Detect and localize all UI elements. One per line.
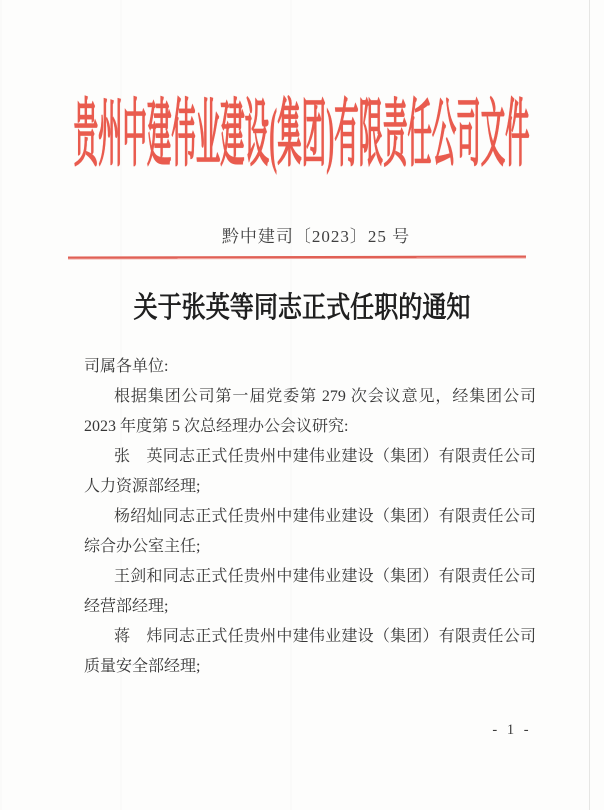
letterhead-org-title: 贵州中建伟业建设(集团)有限责任公司文件 [74,94,530,176]
document-body [84,352,536,682]
page-number: - 1 - [492,722,532,738]
red-divider-line [68,256,526,260]
document-title-text: 关于张英等同志正式任职的通知 [133,292,471,324]
body-line: 根据集团公司第一届党委第 279 次会议意见，经集团公司 [114,388,536,405]
body-line: 质量安全部经理; [84,658,201,675]
document-title [0,288,604,325]
body-line: 杨绍灿同志正式任贵州中建伟业建设（集团）有限责任公司 [114,508,536,525]
scan-edge-shadow [589,0,590,810]
doc-reference-number: 黔中建司〔2023〕25 号 [221,227,411,246]
body-line: 张 英同志正式任贵州中建伟业建设（集团）有限责任公司 [114,448,536,465]
letterhead [0,94,604,176]
body-line: 2023 年度第 5 次总经理办公会议研究: [84,418,349,435]
body-line: 蒋 炜同志正式任贵州中建伟业建设（集团）有限责任公司 [114,628,536,645]
body-line: 综合办公室主任; [84,538,201,555]
body-line: 经营部经理; [84,598,169,615]
body-line: 王剑和同志正式任贵州中建伟业建设（集团）有限责任公司 [114,568,536,585]
body-line: 人力资源部经理; [84,478,201,495]
salutation-line: 司属各单位: [84,358,169,375]
